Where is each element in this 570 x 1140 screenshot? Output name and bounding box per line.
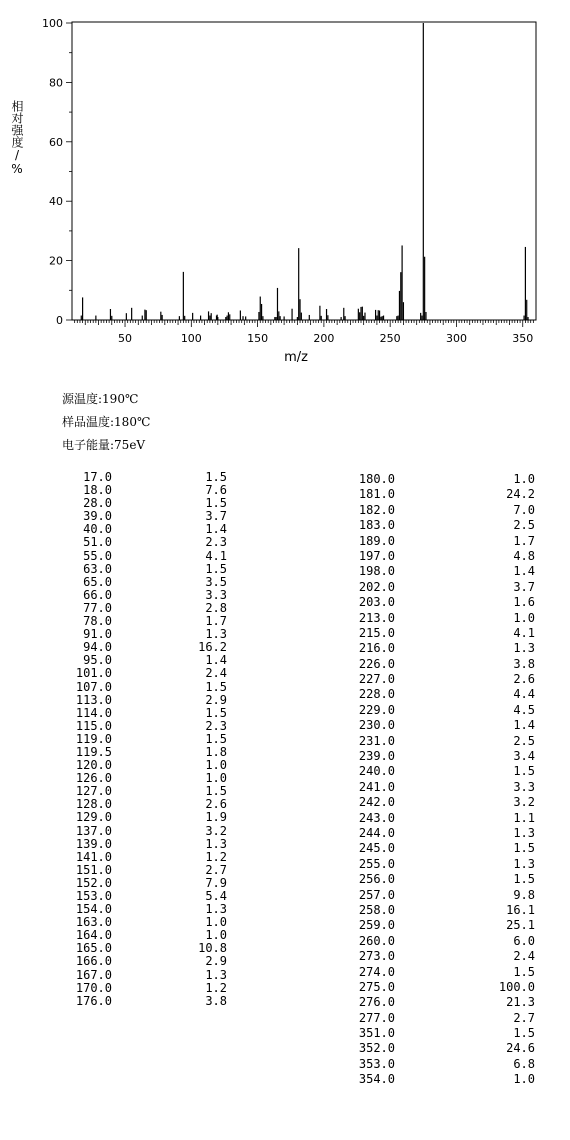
peak-mz: 120.0 xyxy=(75,758,112,773)
peak-mz: 113.0 xyxy=(75,692,112,707)
peak-intensity: 2.8 xyxy=(205,600,227,615)
peak-intensity: 1.5 xyxy=(513,964,535,979)
peak-intensity: 7.0 xyxy=(513,502,535,517)
peak-row xyxy=(340,657,535,672)
peak-row xyxy=(62,536,227,549)
peak-intensity: 6.8 xyxy=(513,1056,535,1071)
peak-intensity: 10.8 xyxy=(198,941,227,956)
chart-axes xyxy=(72,22,536,320)
peak-mz: 274.0 xyxy=(358,964,395,979)
peak-mz: 137.0 xyxy=(75,823,112,838)
peak-mz: 255.0 xyxy=(358,856,395,871)
peak-intensity: 1.5 xyxy=(205,731,227,746)
peak-intensity: 3.8 xyxy=(205,993,227,1008)
peak-row xyxy=(340,687,535,702)
peak-intensity: 5.4 xyxy=(205,889,227,903)
peak-row xyxy=(340,518,535,533)
peak-mz: 114.0 xyxy=(75,705,112,720)
peak-row xyxy=(62,576,227,589)
peak-intensity: 3.8 xyxy=(513,656,535,671)
peak-mz: 167.0 xyxy=(75,967,112,982)
peak-row xyxy=(340,611,535,626)
peak-intensity: 1.0 xyxy=(513,610,535,625)
peak-mz: 51.0 xyxy=(83,535,112,550)
peak-intensity: 24.2 xyxy=(506,487,535,502)
peak-intensity: 1.0 xyxy=(513,1072,535,1087)
peak-row xyxy=(340,826,535,841)
peak-intensity: 2.9 xyxy=(205,954,227,969)
peak-intensity: 2.7 xyxy=(205,862,227,877)
peak-intensity: 1.3 xyxy=(513,856,535,871)
peak-mz: 243.0 xyxy=(358,810,395,825)
peak-mz: 353.0 xyxy=(358,1056,395,1071)
peak-intensity: 1.7 xyxy=(513,533,535,548)
peak-mz: 154.0 xyxy=(75,902,112,917)
mass-spectrum-chart xyxy=(0,0,570,370)
peak-intensity: 1.5 xyxy=(513,764,535,779)
peak-intensity: 2.4 xyxy=(205,666,227,681)
peak-intensity: 16.2 xyxy=(198,640,227,655)
peak-mz: 39.0 xyxy=(83,509,112,524)
peak-mz: 240.0 xyxy=(358,764,395,779)
peak-intensity: 1.5 xyxy=(205,496,227,511)
peak-row xyxy=(62,838,227,851)
peak-row xyxy=(62,864,227,877)
peak-intensity: 1.5 xyxy=(205,470,227,484)
peak-mz: 28.0 xyxy=(83,496,112,511)
peak-intensity: 4.4 xyxy=(513,687,535,702)
peak-intensity: 1.5 xyxy=(205,561,227,576)
peak-mz: 129.0 xyxy=(75,810,112,825)
peak-mz: 183.0 xyxy=(358,518,395,533)
peak-row xyxy=(62,681,227,694)
peak-mz: 165.0 xyxy=(75,941,112,956)
peak-mz: 139.0 xyxy=(75,836,112,851)
peak-intensity: 1.3 xyxy=(205,627,227,642)
x-tick-label: 50 xyxy=(118,332,133,345)
peak-intensity: 2.6 xyxy=(205,797,227,812)
peak-mz: 164.0 xyxy=(75,928,112,943)
peak-mz: 141.0 xyxy=(75,849,112,864)
peak-mz: 65.0 xyxy=(83,574,112,589)
peak-intensity: 1.4 xyxy=(205,522,227,537)
peak-intensity: 1.6 xyxy=(513,595,535,610)
peak-intensity: 1.7 xyxy=(205,614,227,629)
peak-mz: 227.0 xyxy=(358,672,395,687)
source-temperature: 源温度:190℃ xyxy=(62,392,139,406)
x-tick-label: 250 xyxy=(379,332,401,345)
peak-intensity: 16.1 xyxy=(506,902,535,917)
peak-intensity: 4.8 xyxy=(513,548,535,563)
peak-intensity: 2.3 xyxy=(205,718,227,733)
peak-row xyxy=(62,955,227,968)
peak-mz: 197.0 xyxy=(358,548,395,563)
peak-mz: 216.0 xyxy=(358,641,395,656)
peak-intensity: 1.1 xyxy=(513,810,535,825)
peak-intensity: 1.0 xyxy=(205,928,227,943)
peak-row xyxy=(340,903,535,918)
electron-energy: 电子能量:75eV xyxy=(62,438,146,452)
peak-intensity: 2.7 xyxy=(513,1010,535,1025)
peak-intensity: 3.3 xyxy=(205,587,227,602)
peak-row xyxy=(340,934,535,949)
peak-intensity: 1.0 xyxy=(513,472,535,486)
peak-intensity: 1.5 xyxy=(205,679,227,694)
peak-row xyxy=(340,949,535,964)
peak-mz: 77.0 xyxy=(83,600,112,615)
peak-intensity: 1.5 xyxy=(513,841,535,856)
peak-intensity: 1.0 xyxy=(205,758,227,773)
peak-intensity: 1.3 xyxy=(205,836,227,851)
y-tick-label: 80 xyxy=(49,76,63,90)
peak-intensity: 1.3 xyxy=(513,825,535,840)
peak-intensity: 21.3 xyxy=(506,995,535,1010)
chart-ticks xyxy=(42,17,533,345)
peak-intensity: 1.8 xyxy=(205,744,227,759)
peak-mz: 170.0 xyxy=(75,980,112,995)
peak-row xyxy=(340,857,535,872)
peak-mz: 107.0 xyxy=(75,679,112,694)
peak-intensity: 100.0 xyxy=(498,979,535,994)
peak-intensity: 1.3 xyxy=(513,641,535,656)
peak-mz: 226.0 xyxy=(358,656,395,671)
y-tick-label: 100 xyxy=(42,17,63,30)
peak-mz: 182.0 xyxy=(358,502,395,517)
peak-mz: 128.0 xyxy=(75,797,112,812)
peak-intensity: 1.2 xyxy=(205,980,227,995)
peak-row xyxy=(340,918,535,933)
peak-intensity: 3.5 xyxy=(205,574,227,589)
peak-row xyxy=(340,764,535,779)
peak-mz: 228.0 xyxy=(358,687,395,702)
peak-mz: 78.0 xyxy=(83,614,112,629)
peak-intensity: 3.4 xyxy=(513,749,535,764)
peak-mz: 66.0 xyxy=(83,587,112,602)
y-tick-label: 40 xyxy=(49,195,63,209)
peak-intensity: 7.6 xyxy=(205,483,227,498)
peak-intensity: 4.1 xyxy=(513,625,535,640)
y-tick-label: 0 xyxy=(56,314,63,327)
peak-row xyxy=(340,472,535,487)
peak-intensity: 4.1 xyxy=(205,548,227,563)
peak-mz: 276.0 xyxy=(358,995,395,1010)
peak-row xyxy=(340,1057,535,1072)
peak-intensity: 1.5 xyxy=(205,784,227,799)
peak-row xyxy=(62,851,227,864)
peak-intensity: 1.4 xyxy=(205,653,227,668)
peak-mz: 245.0 xyxy=(358,841,395,856)
x-tick-label: 200 xyxy=(313,332,335,345)
peak-row xyxy=(340,672,535,687)
peak-mz: 127.0 xyxy=(75,784,112,799)
peak-mz: 230.0 xyxy=(358,718,395,733)
chart-peaks xyxy=(81,23,528,320)
peak-row xyxy=(340,703,535,718)
peak-mz: 258.0 xyxy=(358,902,395,917)
peak-mz: 163.0 xyxy=(75,915,112,930)
peak-row xyxy=(62,995,227,1008)
peak-mz: 198.0 xyxy=(358,564,395,579)
peak-intensity: 1.5 xyxy=(513,1026,535,1041)
peak-intensity: 2.4 xyxy=(513,949,535,964)
peak-intensity: 2.9 xyxy=(205,692,227,707)
peak-intensity: 9.8 xyxy=(513,887,535,902)
peak-row xyxy=(340,780,535,795)
peak-row xyxy=(62,589,227,602)
peak-mz: 152.0 xyxy=(75,875,112,890)
peak-intensity: 1.3 xyxy=(205,902,227,917)
peak-mz: 241.0 xyxy=(358,779,395,794)
peak-row xyxy=(340,1041,535,1056)
peak-mz: 242.0 xyxy=(358,795,395,810)
peak-table-right xyxy=(340,472,535,1088)
peak-mz: 239.0 xyxy=(358,749,395,764)
peak-intensity: 3.7 xyxy=(513,579,535,594)
plot-frame xyxy=(72,22,536,320)
y-tick-label: 60 xyxy=(49,135,63,149)
peak-intensity: 1.2 xyxy=(205,849,227,864)
peak-mz: 257.0 xyxy=(358,887,395,902)
peak-intensity: 1.0 xyxy=(205,915,227,930)
peak-intensity: 24.6 xyxy=(506,1041,535,1056)
y-tick-label: 20 xyxy=(49,254,63,268)
peak-row xyxy=(340,872,535,887)
peak-row xyxy=(340,811,535,826)
peak-intensity: 6.0 xyxy=(513,933,535,948)
peak-intensity: 1.3 xyxy=(205,967,227,982)
peak-intensity: 25.1 xyxy=(506,918,535,933)
peak-intensity: 4.5 xyxy=(513,702,535,717)
peak-mz: 189.0 xyxy=(358,533,395,548)
peak-intensity: 2.6 xyxy=(513,672,535,687)
peak-mz: 95.0 xyxy=(83,653,112,668)
peak-intensity: 1.0 xyxy=(205,771,227,786)
peak-mz: 213.0 xyxy=(358,610,395,625)
peak-row xyxy=(340,626,535,641)
peak-row xyxy=(340,1026,535,1041)
peak-mz: 180.0 xyxy=(358,472,395,486)
peak-intensity: 3.2 xyxy=(513,795,535,810)
peak-intensity: 3.7 xyxy=(205,509,227,524)
peak-row xyxy=(340,503,535,518)
peak-row xyxy=(62,982,227,995)
peak-row xyxy=(340,995,535,1010)
peak-intensity: 1.9 xyxy=(205,810,227,825)
sample-temperature: 样品温度:180℃ xyxy=(62,415,151,429)
x-tick-label: 350 xyxy=(512,332,534,345)
peak-intensity: 1.4 xyxy=(513,718,535,733)
peak-row xyxy=(340,549,535,564)
peak-mz: 176.0 xyxy=(75,993,112,1008)
x-axis-label: m/z xyxy=(284,350,308,365)
peak-row xyxy=(340,888,535,903)
peak-mz: 231.0 xyxy=(358,733,395,748)
peak-mz: 126.0 xyxy=(75,771,112,786)
peak-mz: 91.0 xyxy=(83,627,112,642)
peak-row xyxy=(340,841,535,856)
peak-row xyxy=(62,707,227,720)
peak-row xyxy=(340,734,535,749)
peak-row xyxy=(340,1011,535,1026)
peak-mz: 115.0 xyxy=(75,718,112,733)
peak-mz: 101.0 xyxy=(75,666,112,681)
peak-row xyxy=(62,694,227,707)
peak-row xyxy=(62,667,227,680)
peak-mz: 55.0 xyxy=(83,548,112,563)
peak-mz: 153.0 xyxy=(75,889,112,903)
x-tick-label: 300 xyxy=(445,332,467,345)
peak-row xyxy=(340,795,535,810)
peak-intensity: 1.5 xyxy=(513,872,535,887)
peak-intensity: 2.5 xyxy=(513,518,535,533)
peak-row xyxy=(62,825,227,838)
peak-row xyxy=(340,580,535,595)
peak-intensity: 2.5 xyxy=(513,733,535,748)
peak-mz: 351.0 xyxy=(358,1026,395,1041)
peak-mz: 215.0 xyxy=(358,625,395,640)
peak-mz: 203.0 xyxy=(358,595,395,610)
peak-row xyxy=(62,811,227,824)
peak-mz: 181.0 xyxy=(358,487,395,502)
peak-intensity: 3.3 xyxy=(513,779,535,794)
peak-mz: 94.0 xyxy=(83,640,112,655)
peak-intensity: 7.9 xyxy=(205,875,227,890)
peak-intensity: 3.2 xyxy=(205,823,227,838)
peak-table-left xyxy=(62,471,227,1008)
peak-row xyxy=(62,733,227,746)
peak-mz: 260.0 xyxy=(358,933,395,948)
peak-mz: 202.0 xyxy=(358,579,395,594)
peak-mz: 352.0 xyxy=(358,1041,395,1056)
y-axis-label: 相对强度/% xyxy=(10,100,24,176)
peak-row xyxy=(340,564,535,579)
peak-row xyxy=(340,718,535,733)
peak-row xyxy=(340,965,535,980)
peak-row xyxy=(62,563,227,576)
peak-mz: 17.0 xyxy=(83,470,112,484)
peak-row xyxy=(62,550,227,563)
peak-intensity: 1.4 xyxy=(513,564,535,579)
peak-row xyxy=(62,720,227,733)
peak-mz: 244.0 xyxy=(358,825,395,840)
x-tick-label: 100 xyxy=(180,332,202,345)
peak-mz: 273.0 xyxy=(358,949,395,964)
peak-row xyxy=(340,534,535,549)
peak-row xyxy=(340,980,535,995)
peak-mz: 119.5 xyxy=(75,744,112,759)
peak-row xyxy=(340,595,535,610)
peak-mz: 18.0 xyxy=(83,483,112,498)
peak-mz: 277.0 xyxy=(358,1010,395,1025)
peak-mz: 151.0 xyxy=(75,862,112,877)
peak-intensity: 1.5 xyxy=(205,705,227,720)
peak-row xyxy=(340,749,535,764)
peak-mz: 275.0 xyxy=(358,979,395,994)
peak-row xyxy=(340,487,535,502)
peak-row xyxy=(340,1072,535,1087)
peak-intensity: 2.3 xyxy=(205,535,227,550)
peak-mz: 166.0 xyxy=(75,954,112,969)
peak-mz: 40.0 xyxy=(83,522,112,537)
peak-mz: 229.0 xyxy=(358,702,395,717)
peak-mz: 119.0 xyxy=(75,731,112,746)
x-tick-label: 150 xyxy=(247,332,269,345)
peak-mz: 256.0 xyxy=(358,872,395,887)
peak-mz: 259.0 xyxy=(358,918,395,933)
peak-mz: 354.0 xyxy=(358,1072,395,1087)
peak-row xyxy=(62,969,227,982)
peak-row xyxy=(340,641,535,656)
peak-mz: 63.0 xyxy=(83,561,112,576)
